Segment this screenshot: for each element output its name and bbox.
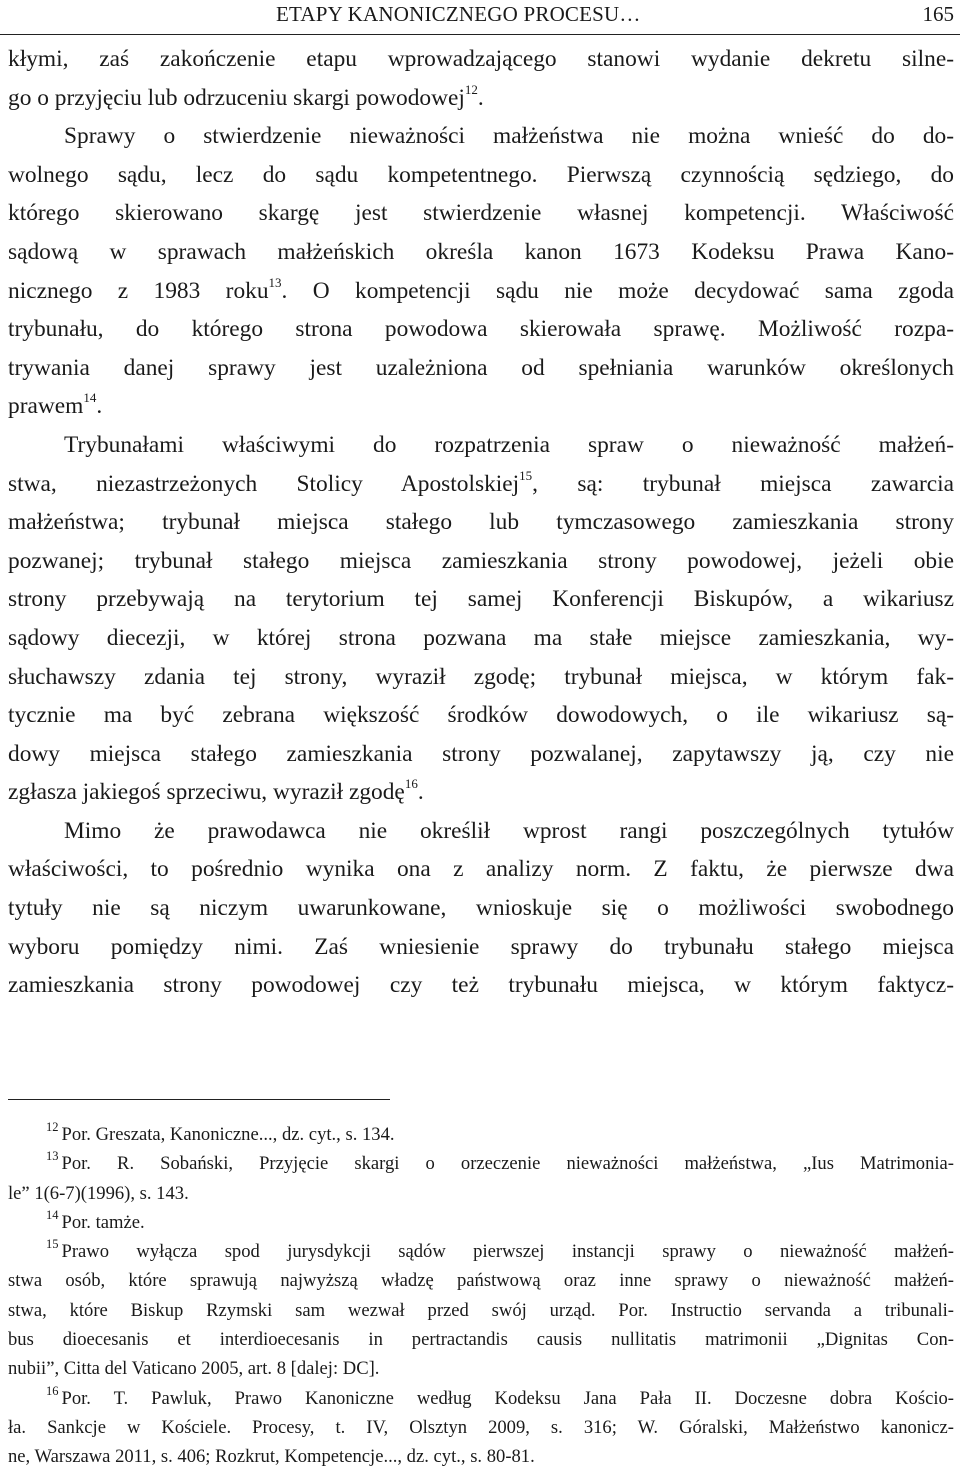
footnote-line: $^{16}$ Por. T. Pawluk, Prawo Kanoniczne według Kodeksu Jana Pała II. Doczesne dobra Kościo-: [46, 1383, 954, 1409]
footnote-line: nubii”, Citta del Vaticano 2005, art. 8 [dalej: DC].: [8, 1358, 380, 1380]
footnote-line: $^{13}$ Por. R. Sobański, Przyjęcie skargi o orzeczenie nieważności małżeństwa, „Ius Matrimonia-: [46, 1149, 954, 1175]
footnotes: [8, 1120, 954, 1472]
footnote-ref[interactable]: 15: [519, 467, 533, 483]
footnote-number: 14: [46, 1207, 59, 1222]
body-line: małżeństwa; trybunał miejsca stałego lub tymczasowego zamieszkania strony: [8, 509, 954, 536]
body-line: trybunału, do którego strona powodowa skierowała sprawę. Możliwość rozpa-: [8, 316, 954, 343]
body-line: właściwości, to pośrednio wynika ona z analizy norm. Z faktu, że pierwsze dwa: [8, 856, 954, 883]
body-line: nicznego z 1983 roku$^{13}$. O kompetencji sądu nie może decydować sama zgoda: [8, 274, 954, 304]
footnote-line: stwa, które Biskup Rzymski sam wezwał przed swój urząd. Por. Instructio servanda a tribunali-: [8, 1299, 954, 1321]
body-line: Sprawy o stwierdzenie nieważności małżeństwa nie można wnieść do do-: [64, 123, 954, 150]
footnote-line: bus dioecesanis et interdioecesanis in pertractandis causis nullitatis matrimonii „Dignitas Con-: [8, 1329, 954, 1351]
footnote-line: $^{12}$ Por. Greszata, Kanoniczne..., dz. cyt., s. 134.: [46, 1120, 395, 1145]
body-line: sądową w sprawach małżeńskich określa kanon 1673 Kodeksu Prawa Kano-: [8, 238, 954, 265]
main-text: [8, 40, 954, 1005]
footnote-number: 12: [46, 1120, 59, 1134]
body-line: zamieszkania strony powodowej czy też trybunału miejsca, w którym faktycz-: [8, 972, 954, 999]
footnote-number: 13: [46, 1149, 59, 1164]
body-line: wolnego sądu, lecz do sądu kompetentnego. Pierwszą czynnością sędziego, do: [8, 161, 954, 188]
body-line: tytuły nie są niczym uwarunkowane, wnioskuje się o możliwości swobodnego: [8, 895, 954, 922]
body-line: Mimo że prawodawca nie określił wprost rangi poszczególnych tytułów: [64, 817, 954, 844]
body-line: Trybunałami właściwymi do rozpatrzenia spraw o nieważność małżeń-: [64, 431, 954, 458]
footnote-line: stwa osób, które sprawują najwyższą władzę państwową oraz inne sprawy o nieważność małżeń-: [8, 1270, 954, 1292]
footnote-line: $^{14}$ Por. tamże.: [46, 1207, 145, 1233]
footnote-line: $^{15}$ Prawo wyłącza spod jurysdykcji sądów pierwszej instancji sprawy o nieważność małżeń-: [46, 1237, 954, 1263]
page-number: 165: [922, 2, 954, 26]
body-line: którego skierowano skargę jest stwierdzenie własnej kompetencji. Właściwość: [8, 200, 954, 227]
footnote-number: 16: [46, 1383, 59, 1398]
body-line: sądowy diecezji, w której strona pozwana ma stałe miejsce zamieszkania, wy-: [8, 624, 954, 651]
body-line: wyboru pomiędzy nimi. Zaś wniesienie sprawy do trybunału stałego miejsca: [8, 933, 954, 960]
footnote-ref[interactable]: 16: [404, 776, 418, 792]
body-line: prawem$^{14}$.: [8, 390, 103, 420]
body-line: zgłasza jakiegoś sprzeciwu, wyraził zgodę$^{16}$.: [8, 776, 424, 806]
body-line: tycznie ma być zebrana większość środków dowodowych, o ile wikariusz są-: [8, 702, 954, 729]
body-line: trywania danej sprawy jest uzależniona od spełniania warunków określonych: [8, 354, 954, 381]
footnote-ref[interactable]: 12: [464, 81, 478, 97]
body-line: słuchawszy zdania tej strony, wyraził zgodę; trybunał miejsca, w którym fak-: [8, 663, 954, 690]
footnote-separator: [8, 1099, 390, 1100]
body-line: go o przyjęciu lub odrzuceniu skargi powodowej$^{12}$.: [8, 81, 484, 111]
body-line: pozwanej; trybunał stałego miejsca zamieszkania strony powodowej, jeżeli obie: [8, 547, 954, 574]
footnote-line: ła. Sankcje w Kościele. Procesy, t. IV, Olsztyn 2009, s. 316; W. Góralski, Małżeństwo kanonicz-: [8, 1416, 954, 1438]
running-header: [0, 0, 960, 35]
footnote-line: le” 1(6-7)(1996), s. 143.: [8, 1182, 189, 1204]
running-title: ETAPY KANONICZNEGO PROCESU…: [276, 2, 641, 26]
footnote-line: ne, Warszawa 2011, s. 406; Rozkrut, Kompetencje..., dz. cyt., s. 80-81.: [8, 1446, 535, 1468]
footnote-ref[interactable]: 13: [268, 274, 282, 290]
footnote-ref[interactable]: 14: [83, 390, 97, 406]
body-line: strony przebywają na terytorium tej samej Konferencji Biskupów, a wikariusz: [8, 586, 954, 613]
body-line: kłymi, zaś zakończenie etapu wprowadzającego stanowi wydanie dekretu silne-: [8, 46, 954, 72]
body-line: dowy miejsca stałego zamieszkania strony pozwalanej, zapytawszy ją, czy nie: [8, 740, 954, 767]
body-line: stwa, niezastrzeżonych Stolicy Apostolskiej$^{15}$, są: trybunał miejsca zawarcia: [8, 467, 954, 497]
footnote-number: 15: [46, 1237, 59, 1252]
